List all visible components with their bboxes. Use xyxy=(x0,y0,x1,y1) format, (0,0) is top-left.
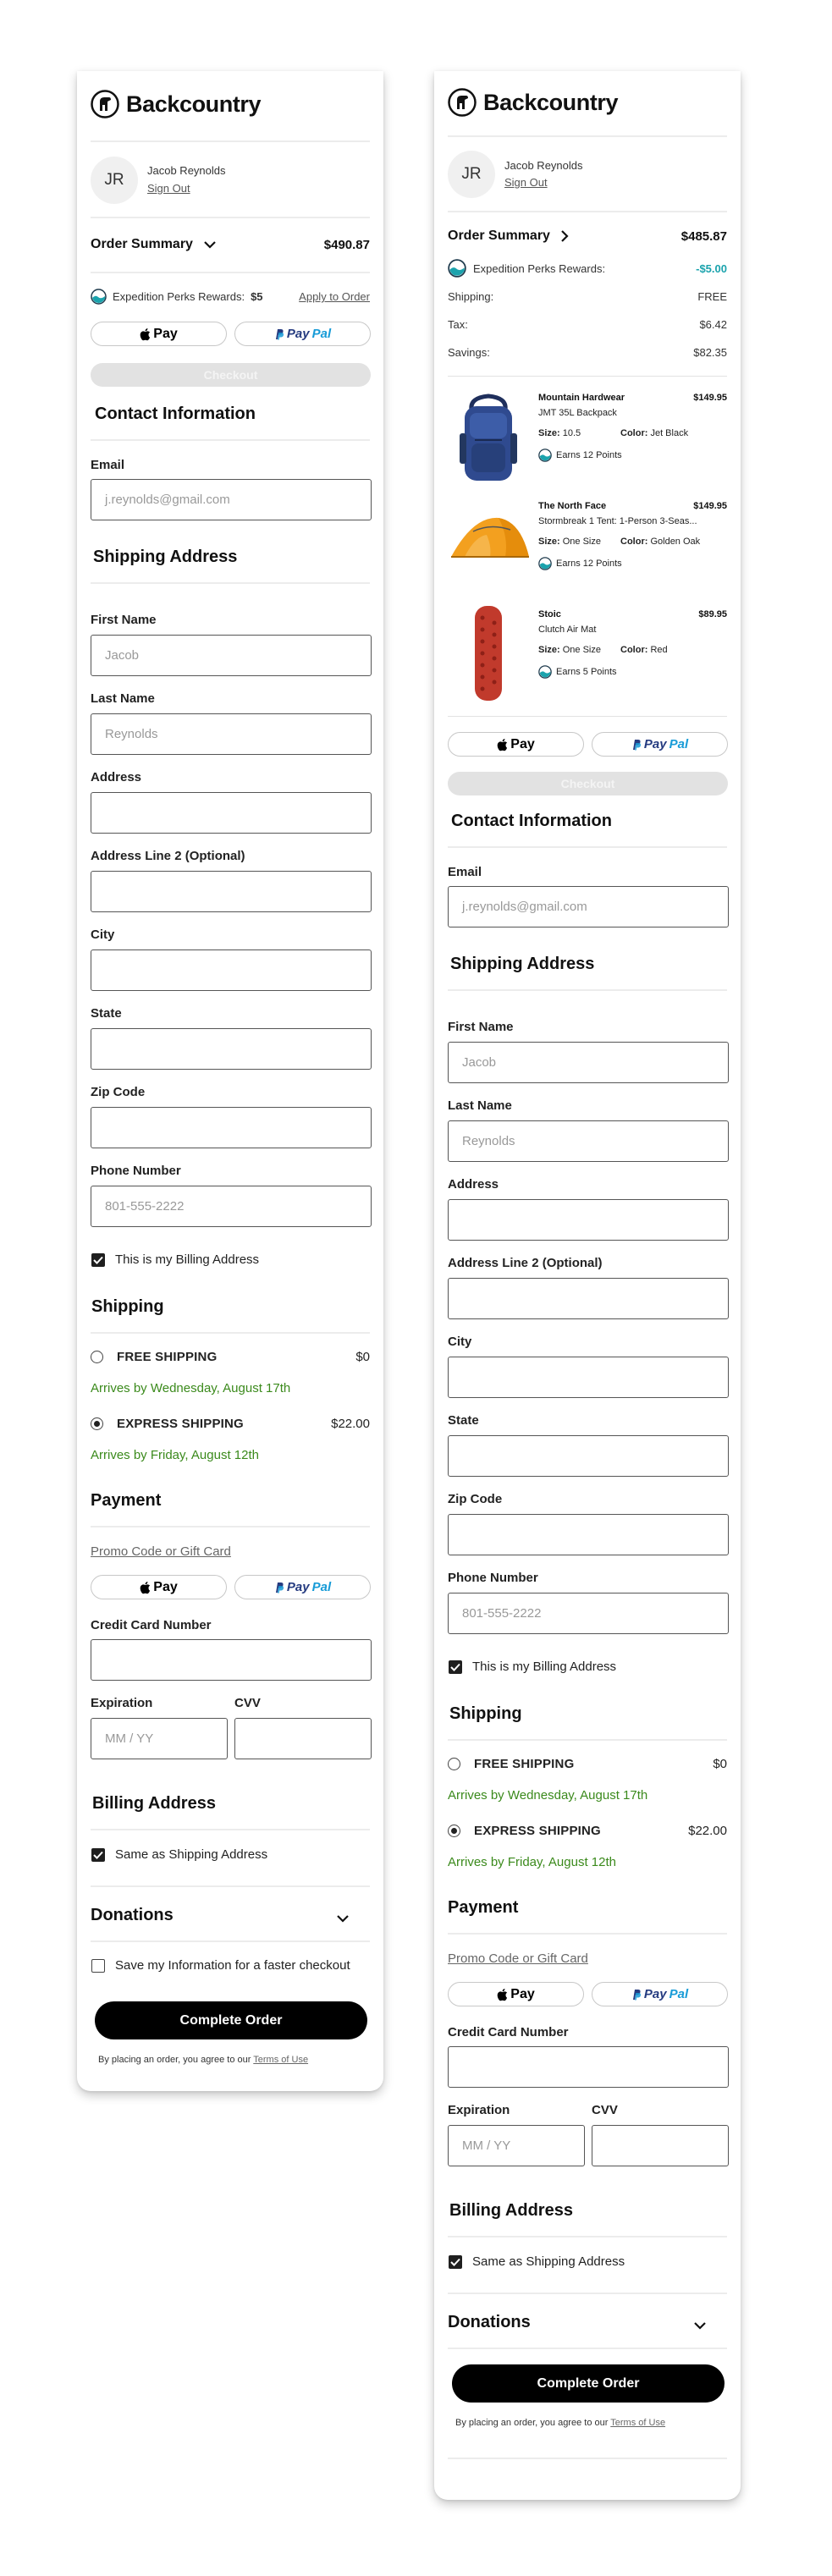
apple-icon xyxy=(140,328,152,341)
city-label: City xyxy=(91,927,115,942)
address2-field[interactable] xyxy=(448,1278,729,1319)
user-name: Jacob Reynolds xyxy=(504,159,583,172)
cvv-field[interactable] xyxy=(234,1718,372,1759)
apple-icon xyxy=(140,1581,152,1594)
contact-section-title: Contact Information xyxy=(451,812,612,830)
divider xyxy=(448,2236,727,2237)
billing-checkbox[interactable] xyxy=(449,1660,462,1674)
shipping-summary-row xyxy=(448,290,727,303)
zip-label: Zip Code xyxy=(448,1492,503,1506)
express-shipping-eta: Arrives by Friday, August 12th xyxy=(91,1448,259,1462)
donations-title[interactable]: Donations xyxy=(91,1906,174,1924)
email-field[interactable]: j.reynolds@gmail.com xyxy=(91,479,372,520)
order-total: $485.87 xyxy=(680,229,727,244)
billing-checkbox-label: This is my Billing Address xyxy=(472,1660,617,1674)
paypal-icon xyxy=(274,1582,284,1593)
free-shipping-price: $0 xyxy=(355,1350,370,1364)
paypal-icon xyxy=(631,739,642,751)
perks-badge-icon xyxy=(538,665,552,679)
divider xyxy=(448,376,727,377)
same-as-shipping-checkbox[interactable] xyxy=(91,1848,105,1862)
color-value: Jet Black xyxy=(650,428,689,438)
expiration-field[interactable]: MM / YY xyxy=(91,1718,228,1759)
summary-label: Savings: xyxy=(448,346,490,359)
goat-logo-icon xyxy=(448,88,477,117)
shipping-section-title: Shipping xyxy=(449,1704,522,1723)
complete-order-button[interactable]: Complete Order xyxy=(452,2364,725,2403)
perks-badge-icon xyxy=(91,289,107,305)
cvv-field[interactable] xyxy=(592,2125,729,2166)
avatar: JR xyxy=(448,151,495,198)
card-number-label: Credit Card Number xyxy=(91,1618,212,1632)
size-value: 10.5 xyxy=(562,428,581,438)
city-field[interactable] xyxy=(448,1357,729,1398)
chevron-down-icon xyxy=(203,240,217,249)
phone-field[interactable]: 801-555-2222 xyxy=(91,1186,372,1227)
free-shipping-radio[interactable] xyxy=(448,1758,460,1770)
paypal-icon xyxy=(274,328,284,340)
points-text: Earns 12 Points xyxy=(556,559,622,569)
first-name-label: First Name xyxy=(91,613,157,627)
paypal-label-b: Pal xyxy=(669,1987,689,2001)
perks-label: Expedition Perks Rewards: xyxy=(473,261,606,275)
apply-to-order-link[interactable]: Apply to Order xyxy=(299,290,370,303)
paypal-label-b: Pal xyxy=(311,327,332,341)
product-size xyxy=(538,645,601,655)
order-summary-label: Order Summary xyxy=(448,228,550,243)
points-text: Earns 12 Points xyxy=(556,450,622,460)
product-size xyxy=(538,428,581,438)
sign-out-link[interactable]: Sign Out xyxy=(147,182,190,195)
summary-label: Shipping: xyxy=(448,290,494,303)
divider xyxy=(91,1829,370,1830)
same-as-shipping-checkbox[interactable] xyxy=(449,2255,462,2269)
divider xyxy=(91,1526,370,1527)
avatar: JR xyxy=(91,157,138,204)
user-name: Jacob Reynolds xyxy=(147,164,226,177)
product-name[interactable]: Clutch Air Mat xyxy=(538,625,597,635)
size-label: Size: xyxy=(538,645,560,655)
divider xyxy=(91,217,370,218)
product-color xyxy=(620,537,700,547)
summary-value: $6.42 xyxy=(699,318,727,331)
product-image-air-mat[interactable] xyxy=(471,604,505,702)
summary-label: Tax: xyxy=(448,318,468,331)
product-image-backpack[interactable] xyxy=(455,391,522,486)
save-info-label: Save my Information for a faster checkout xyxy=(115,1958,350,1973)
express-shipping-radio[interactable] xyxy=(91,1417,103,1430)
address-label: Address xyxy=(91,770,142,784)
paypal-button[interactable] xyxy=(592,1982,728,2006)
product-points xyxy=(538,557,622,570)
chevron-down-icon[interactable] xyxy=(336,1914,350,1923)
last-name-field[interactable]: Reynolds xyxy=(91,713,372,755)
paypal-button[interactable] xyxy=(234,322,371,346)
divider xyxy=(448,989,727,991)
apple-icon xyxy=(497,1988,509,2001)
promo-code-link[interactable]: Promo Code or Gift Card xyxy=(91,1544,231,1559)
apple-pay-label: Pay xyxy=(153,1579,178,1594)
express-shipping-eta: Arrives by Friday, August 12th xyxy=(448,1855,616,1869)
product-name[interactable]: JMT 35L Backpack xyxy=(538,408,617,418)
size-label: Size: xyxy=(538,537,560,547)
order-summary-label: Order Summary xyxy=(91,237,193,251)
paypal-label-a: Pay xyxy=(643,1987,667,2001)
checkout-panel-expanded xyxy=(434,71,741,2500)
billing-section-title: Billing Address xyxy=(449,2201,573,2220)
shipping-address-title: Shipping Address xyxy=(93,548,238,566)
perks-row xyxy=(91,289,263,305)
state-field[interactable] xyxy=(91,1028,372,1070)
tax-summary-row xyxy=(448,318,727,331)
divider xyxy=(448,2293,727,2294)
expiration-field[interactable]: MM / YY xyxy=(448,2125,585,2166)
color-value: Red xyxy=(650,645,668,655)
summary-value: FREE xyxy=(697,290,727,303)
first-name-label: First Name xyxy=(448,1020,514,1034)
apple-pay-label: Pay xyxy=(153,326,178,341)
product-name[interactable]: Stormbreak 1 Tent: 1-Person 3-Seas... xyxy=(538,516,697,526)
paypal-label-a: Pay xyxy=(286,327,310,341)
phone-field[interactable]: 801-555-2222 xyxy=(448,1593,729,1634)
summary-value: $82.35 xyxy=(693,346,727,359)
order-summary-toggle[interactable] xyxy=(448,228,569,244)
divider xyxy=(448,1739,727,1741)
product-price: $149.95 xyxy=(693,501,727,511)
divider xyxy=(91,582,370,584)
brand-logo[interactable] xyxy=(91,90,261,118)
product-points xyxy=(538,449,622,462)
paypal-button[interactable] xyxy=(234,1575,371,1599)
billing-checkbox[interactable] xyxy=(91,1253,105,1267)
free-shipping-eta: Arrives by Wednesday, August 17th xyxy=(91,1381,291,1395)
terms-text xyxy=(455,2418,665,2428)
perks-amount: $5 xyxy=(251,290,263,303)
apple-pay-button[interactable] xyxy=(91,1575,227,1599)
zip-label: Zip Code xyxy=(91,1085,146,1099)
perks-row xyxy=(448,259,605,278)
card-number-label: Credit Card Number xyxy=(448,2025,569,2039)
card-number-field[interactable] xyxy=(91,1639,372,1681)
apple-pay-button[interactable] xyxy=(448,1982,584,2006)
brand-name: Backcountry xyxy=(126,91,262,117)
payment-section-title: Payment xyxy=(448,1898,519,1917)
color-value: Golden Oak xyxy=(650,537,701,547)
perks-badge-icon xyxy=(448,259,466,278)
divider xyxy=(91,1332,370,1334)
paypal-label-a: Pay xyxy=(286,1580,310,1594)
apple-pay-label: Pay xyxy=(510,1986,535,2001)
apple-pay-button[interactable] xyxy=(448,732,584,757)
first-name-field[interactable]: Jacob xyxy=(91,635,372,676)
shipping-section-title: Shipping xyxy=(91,1297,164,1316)
product-color xyxy=(620,645,668,655)
product-price: $89.95 xyxy=(698,609,727,619)
checkout-panel-collapsed xyxy=(77,71,383,2091)
paypal-icon xyxy=(631,1989,642,2001)
first-name-field[interactable]: Jacob xyxy=(448,1042,729,1083)
express-shipping-name: EXPRESS SHIPPING xyxy=(117,1417,244,1431)
cvv-label: CVV xyxy=(234,1696,261,1710)
divider xyxy=(448,1933,727,1935)
terms-text xyxy=(98,2055,308,2065)
brand-name: Backcountry xyxy=(483,89,619,115)
perks-badge-icon xyxy=(538,557,552,570)
express-shipping-radio[interactable] xyxy=(448,1825,460,1837)
savings-summary-row xyxy=(448,346,727,359)
billing-checkbox-label: This is my Billing Address xyxy=(115,1252,260,1267)
same-as-shipping-label: Same as Shipping Address xyxy=(115,1847,268,1862)
apple-pay-label: Pay xyxy=(510,736,535,751)
address2-label: Address Line 2 (Optional) xyxy=(91,849,245,863)
perks-label: Expedition Perks Rewards: xyxy=(113,290,245,303)
save-info-checkbox[interactable] xyxy=(91,1959,105,1973)
phone-label: Phone Number xyxy=(448,1571,538,1585)
goat-logo-icon xyxy=(91,90,119,118)
terms-prefix: By placing an order, you agree to our xyxy=(98,2055,251,2065)
divider xyxy=(91,1940,370,1942)
color-label: Color: xyxy=(620,645,648,655)
order-summary-toggle[interactable] xyxy=(91,237,217,252)
divider xyxy=(91,140,370,142)
color-label: Color: xyxy=(620,537,648,547)
sign-out-link[interactable]: Sign Out xyxy=(504,176,548,189)
paypal-label-b: Pal xyxy=(311,1580,332,1594)
divider xyxy=(91,439,370,441)
product-points xyxy=(538,665,617,679)
product-brand: Mountain Hardwear xyxy=(538,393,625,403)
free-shipping-name: FREE SHIPPING xyxy=(117,1350,218,1364)
express-shipping-price: $22.00 xyxy=(331,1417,370,1431)
paypal-label-a: Pay xyxy=(643,737,667,751)
state-label: State xyxy=(448,1413,479,1428)
size-value: One Size xyxy=(562,537,601,547)
product-brand: The North Face xyxy=(538,501,607,511)
apple-pay-button[interactable] xyxy=(91,322,227,346)
state-field[interactable] xyxy=(448,1435,729,1477)
address2-label: Address Line 2 (Optional) xyxy=(448,1256,603,1270)
donations-title[interactable]: Donations xyxy=(448,2313,531,2331)
checkmark-icon xyxy=(93,1256,103,1264)
expiration-label: Expiration xyxy=(91,1696,153,1710)
city-label: City xyxy=(448,1335,472,1349)
divider xyxy=(448,2348,727,2349)
billing-section-title: Billing Address xyxy=(92,1794,216,1813)
terms-of-use-link[interactable]: Terms of Use xyxy=(610,2418,666,2428)
divider xyxy=(448,2458,727,2459)
last-name-field[interactable]: Reynolds xyxy=(448,1120,729,1162)
points-text: Earns 5 Points xyxy=(556,667,617,677)
last-name-label: Last Name xyxy=(91,691,155,706)
free-shipping-name: FREE SHIPPING xyxy=(474,1757,575,1771)
perks-discount: -$5.00 xyxy=(696,262,727,275)
complete-order-button[interactable]: Complete Order xyxy=(95,2001,367,2039)
checkout-button-disabled[interactable]: Checkout xyxy=(91,363,371,387)
chevron-down-icon[interactable] xyxy=(693,2321,707,2330)
promo-code-link[interactable]: Promo Code or Gift Card xyxy=(448,1951,588,1966)
checkmark-icon xyxy=(450,1663,460,1671)
checkmark-icon xyxy=(450,2258,460,2266)
cvv-label: CVV xyxy=(592,2103,618,2117)
color-label: Color: xyxy=(620,428,648,438)
product-brand: Stoic xyxy=(538,609,561,619)
express-shipping-price: $22.00 xyxy=(688,1824,727,1838)
address-label: Address xyxy=(448,1177,499,1192)
free-shipping-eta: Arrives by Wednesday, August 17th xyxy=(448,1788,648,1803)
free-shipping-price: $0 xyxy=(713,1757,727,1771)
product-color xyxy=(620,428,688,438)
product-size xyxy=(538,537,601,547)
email-label: Email xyxy=(91,458,125,472)
divider xyxy=(448,846,727,848)
zip-field[interactable] xyxy=(448,1514,729,1555)
size-label: Size: xyxy=(538,428,560,438)
perks-badge-icon xyxy=(538,449,552,462)
paypal-label-b: Pal xyxy=(669,737,689,751)
expiration-label: Expiration xyxy=(448,2103,510,2117)
apple-icon xyxy=(497,738,509,751)
terms-prefix: By placing an order, you agree to our xyxy=(455,2418,609,2428)
order-total: $490.87 xyxy=(323,238,370,252)
same-as-shipping-label: Same as Shipping Address xyxy=(472,2254,625,2269)
brand-logo[interactable] xyxy=(448,88,618,117)
state-label: State xyxy=(91,1006,122,1021)
divider xyxy=(448,716,727,717)
express-shipping-name: EXPRESS SHIPPING xyxy=(474,1824,601,1838)
email-label: Email xyxy=(448,865,482,879)
checkout-button-disabled[interactable]: Checkout xyxy=(448,772,728,795)
last-name-label: Last Name xyxy=(448,1098,512,1113)
address-field[interactable] xyxy=(91,792,372,834)
shipping-address-title: Shipping Address xyxy=(450,955,595,973)
card-number-field[interactable] xyxy=(448,2046,729,2088)
zip-field[interactable] xyxy=(91,1107,372,1148)
contact-section-title: Contact Information xyxy=(95,405,256,423)
city-field[interactable] xyxy=(91,949,372,991)
address-field[interactable] xyxy=(448,1199,729,1241)
product-image-tent[interactable] xyxy=(448,511,532,565)
email-field[interactable]: j.reynolds@gmail.com xyxy=(448,886,729,927)
divider xyxy=(91,1885,370,1887)
paypal-button[interactable] xyxy=(592,732,728,757)
product-price: $149.95 xyxy=(693,393,727,403)
checkmark-icon xyxy=(93,1851,103,1859)
free-shipping-radio[interactable] xyxy=(91,1351,103,1363)
terms-of-use-link[interactable]: Terms of Use xyxy=(253,2055,309,2065)
address2-field[interactable] xyxy=(91,871,372,912)
chevron-right-icon xyxy=(560,229,569,243)
divider xyxy=(448,211,727,212)
divider xyxy=(91,272,370,273)
divider xyxy=(448,135,727,137)
phone-label: Phone Number xyxy=(91,1164,181,1178)
payment-section-title: Payment xyxy=(91,1491,162,1510)
size-value: One Size xyxy=(562,645,601,655)
